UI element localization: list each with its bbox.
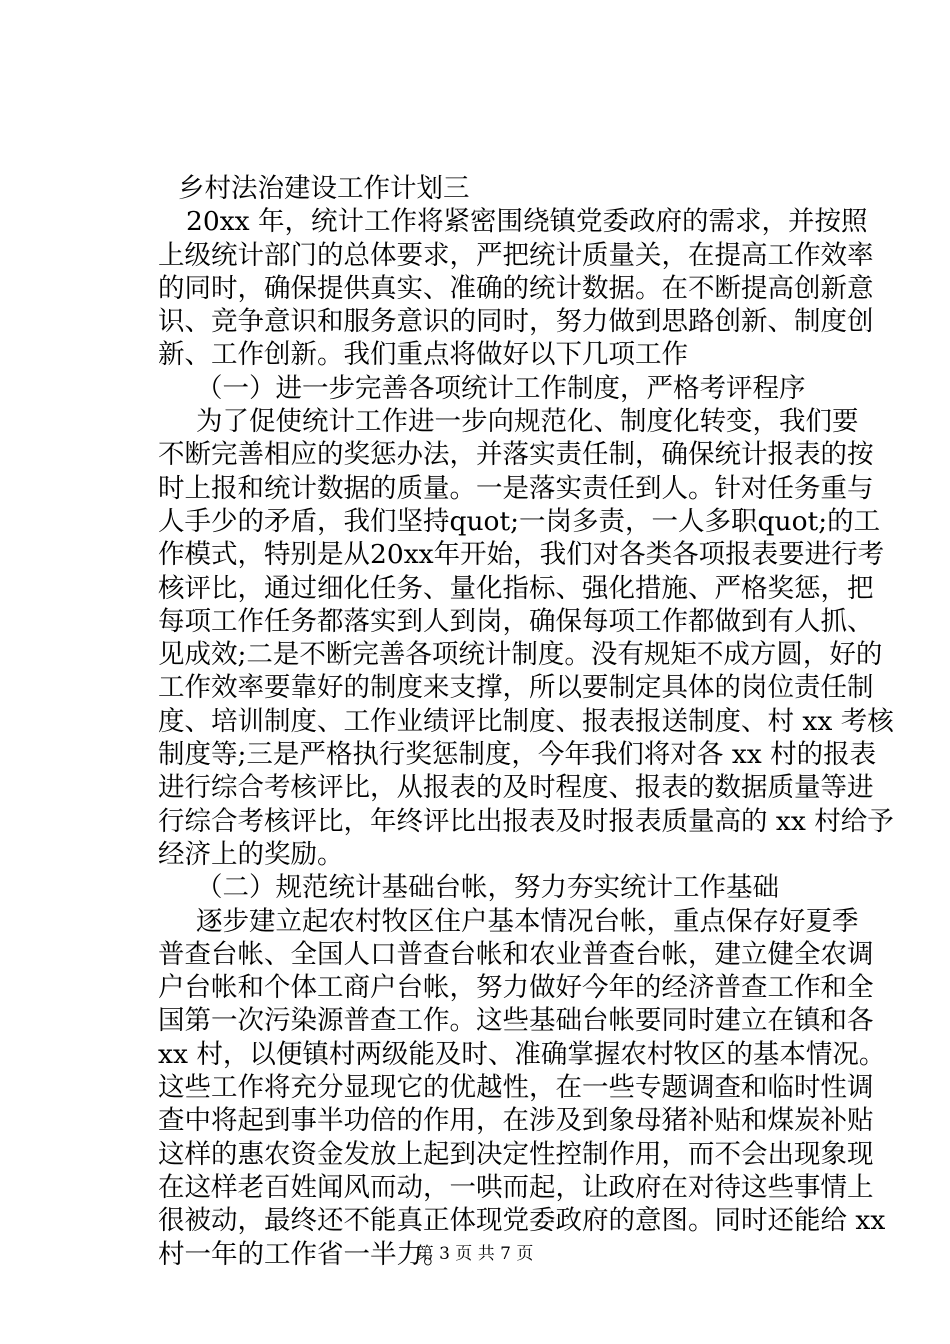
paragraph-line: 村一年的工作省一半力。 — [158, 1238, 450, 1270]
paragraph-line: 工作效率要靠好的制度来支撑，所以要制定具体的岗位责任制 — [158, 672, 874, 704]
paragraph-line: 作模式，特别是从20xx年开始，我们对各类各项报表要进行考 — [158, 539, 885, 571]
paragraph-line: 制度等;三是严格执行奖惩制度，今年我们将对各 xx 村的报表 — [158, 739, 877, 771]
page-number-footer: 第 3 页 共 7 页 — [416, 1244, 534, 1264]
document-body — [158, 172, 894, 1271]
paragraph-line: 很被动，最终还不能真正体现党委政府的意图。同时还能给 xx — [158, 1205, 886, 1237]
paragraph-line: 经济上的奖励。 — [158, 838, 344, 870]
paragraph-line: 普查台帐、全国人口普查台帐和农业普查台帐，建立健全农调 — [158, 938, 874, 970]
paragraph-line: 20xx 年，统计工作将紧密围绕镇党委政府的需求，并按照 — [186, 206, 868, 238]
paragraph-line: 核评比，通过细化任务、量化指标、强化措施、严格奖惩，把 — [158, 572, 874, 604]
section-heading: （二）规范统计基础台帐，努力夯实统计工作基础 — [196, 872, 779, 904]
section-heading: （一）进一步完善各项统计工作制度，严格考评程序 — [196, 372, 806, 404]
paragraph-line: 见成效;二是不断完善各项统计制度。没有规矩不成方圆，好的 — [158, 639, 883, 671]
paragraph-line: 上级统计部门的总体要求，严把统计质量关，在提高工作效率 — [158, 239, 874, 271]
paragraph-line: 为了促使统计工作进一步向规范化、制度化转变，我们要 — [196, 406, 859, 438]
paragraph-line: 这样的惠农资金发放上起到决定性控制作用，而不会出现象现 — [158, 1138, 874, 1170]
paragraph-line: 识、竞争意识和服务意识的同时，努力做到思路创新、制度创 — [158, 306, 874, 338]
paragraph-line: 户台帐和个体工商户台帐，努力做好今年的经济普查工作和全 — [158, 972, 874, 1004]
paragraph-line: 的同时，确保提供真实、准确的统计数据。在不断提高创新意 — [158, 272, 874, 304]
paragraph-line: xx 村，以便镇村两级能及时、准确掌握农村牧区的基本情况。 — [158, 1038, 886, 1070]
paragraph-line: 这些工作将充分显现它的优越性，在一些专题调查和临时性调 — [158, 1072, 874, 1104]
document-title: 乡村法治建设工作计划三 — [178, 173, 470, 204]
paragraph-line: 时上报和统计数据的质量。一是落实责任到人。针对任务重与 — [158, 472, 874, 504]
paragraph-line: 查中将起到事半功倍的作用，在涉及到象母猪补贴和煤炭补贴 — [158, 1105, 874, 1137]
paragraph-line: 每项工作任务都落实到人到岗，确保每项工作都做到有人抓、 — [158, 605, 874, 637]
paragraph-line: 行综合考核评比，年终评比出报表及时报表质量高的 xx 村给予 — [158, 805, 894, 837]
paragraph-line: 国第一次污染源普查工作。这些基础台帐要同时建立在镇和各 — [158, 1005, 874, 1037]
paragraph-line: 不断完善相应的奖惩办法，并落实责任制，确保统计报表的按 — [158, 439, 874, 471]
paragraph-line: 度、培训制度、工作业绩评比制度、报表报送制度、村 xx 考核 — [158, 705, 894, 737]
paragraph-line: 在这样老百姓闻风而动，一哄而起，让政府在对待这些事情上 — [158, 1171, 874, 1203]
paragraph-line: 人手少的矛盾，我们坚持quot;一岗多责，一人多职quot;的工 — [158, 505, 881, 537]
paragraph-line: 进行综合考核评比，从报表的及时程度、报表的数据质量等进 — [158, 772, 874, 804]
paragraph-line: 新、工作创新。我们重点将做好以下几项工作 — [158, 339, 688, 371]
paragraph-line: 逐步建立起农村牧区住户基本情况台帐，重点保存好夏季 — [196, 905, 859, 937]
